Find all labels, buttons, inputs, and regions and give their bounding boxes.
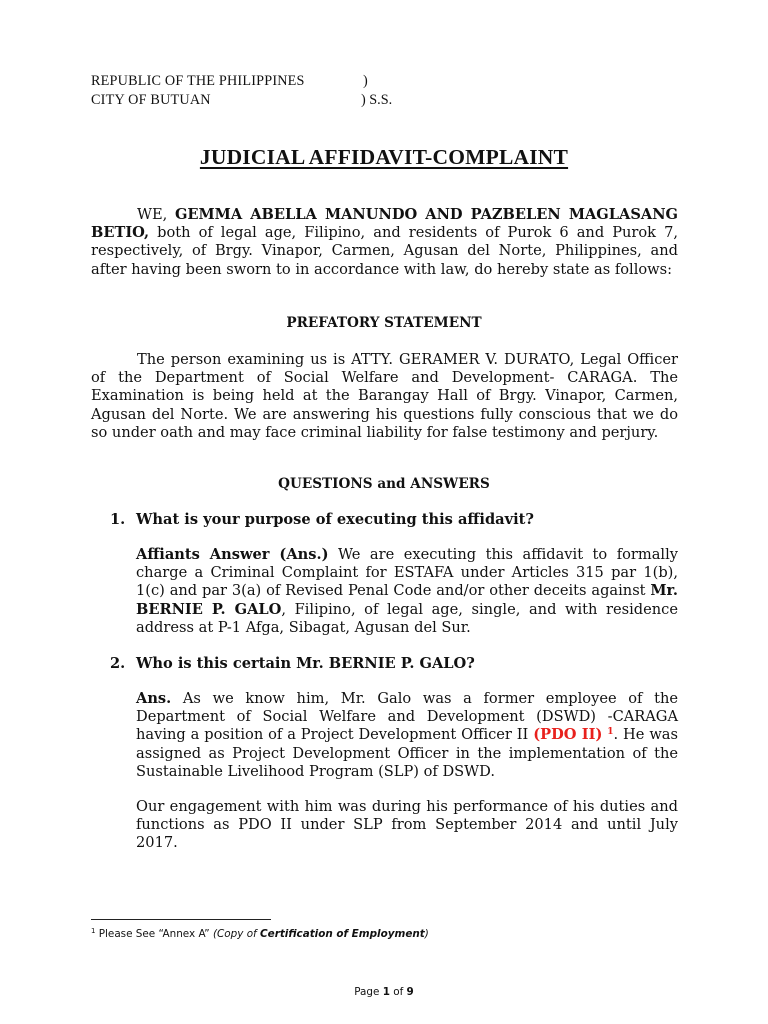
caption-city: CITY OF BUTUAN — [91, 92, 211, 108]
footnote-italic-bold: Certification of Employment — [260, 928, 425, 940]
footnote-reference: 1 — [607, 727, 614, 738]
caption-paren: ) — [363, 73, 368, 89]
footnote-separator — [91, 919, 271, 920]
footnote-italic-close: ) — [424, 928, 429, 940]
pdo-highlight: (PDO II) — [533, 726, 603, 744]
footnote-mark: 1 — [91, 927, 96, 935]
intro-paragraph — [91, 206, 678, 279]
caption-republic: REPUBLIC OF THE PHILIPPINES — [91, 73, 305, 89]
caption-ss: ) S.S. — [361, 92, 393, 108]
prefatory-heading: PREFATORY STATEMENT — [286, 315, 482, 331]
answer-2-text-part2: . He was assigned as Project Development Officer in the implementation of the Sustainable Livelihood Program (SLP) of DSWD. — [136, 726, 678, 780]
answer-1 — [136, 546, 678, 637]
footnote — [91, 927, 429, 941]
affiant-names: GEMMA ABELLA MANUNDO AND PAZBELEN MAGLASANG BETIO, — [91, 206, 679, 242]
page-number — [0, 983, 768, 1001]
intro-rest: both of legal age, Filipino, and residents of Purok 6 and Purok 7, respectively, of Brgy. Vinapor, Carmen, Agusan del Norte, Philippines, and after having been sworn to in accordance with law, do hereby state as follows: — [91, 224, 678, 278]
answer-1-label: Affiants Answer (Ans.) — [136, 546, 329, 563]
footnote-text: Please See “Annex A” — [95, 928, 213, 940]
answer-2-label: Ans. — [136, 690, 172, 707]
footnote-italic-open: (Copy of — [212, 928, 261, 940]
caption-row-republic — [91, 72, 511, 91]
question-2-text: Who is this certain Mr. BERNIE P. GALO? — [136, 655, 475, 672]
prefatory-paragraph: The person examining us is ATTY. GERAMER V. DURATO, Legal Officer of the Department of Social Welfare and Development- CARAGA. The Examination is being held at the Barangay Hall of Brgy. Vinapor, Carmen, Agusan del Norte. We are answering his questions fully conscious that we do so under oath and may face criminal liability for false testimony and perjury. — [91, 351, 678, 441]
respondent-name: Mr. BERNIE P. GALO — [136, 582, 678, 618]
answer-2-text-part1: As we know him, Mr. Galo was a former employee of the Department of Social Welfare and Development (DSWD) -CARAGA having a position of a Project Development Officer II — [136, 690, 678, 744]
page-number-prefix: Page — [354, 986, 383, 998]
answer-2-paragraph-2: Our engagement with him was during his performance of his duties and functions as PDO II under SLP from September 2014 and until July 2017. — [136, 798, 678, 852]
question-1 — [110, 511, 680, 529]
answer-1-text-part1: We are executing this affidavit to formally charge a Criminal Complaint for ESTAFA under Articles 315 par 1(b), 1(c) and par 3(a) of Revised Penal Code and/or other deceits against — [136, 546, 678, 600]
answer-1-text-part2: , Filipino, of legal age, single, and with residence address at P-1 Afga, Sibagat, Agusan del Sur. — [136, 600, 678, 636]
question-2-number: 2. — [110, 655, 126, 672]
intro-we: WE, — [137, 206, 168, 223]
question-1-text: What is your purpose of executing this affidavit? — [136, 511, 534, 528]
document-title: JUDICIAL AFFIDAVIT-COMPLAINT — [199, 145, 569, 169]
page-number-middle: of — [389, 986, 407, 998]
page-number-current: 1 — [382, 986, 390, 998]
question-1-number: 1. — [110, 511, 126, 528]
question-2 — [110, 655, 680, 673]
page-number-total: 9 — [406, 986, 414, 998]
answer-2 — [136, 690, 678, 781]
caption-row-city — [91, 91, 511, 110]
venue-caption — [91, 72, 511, 110]
qa-heading: QUESTIONS and ANSWERS — [278, 476, 490, 492]
